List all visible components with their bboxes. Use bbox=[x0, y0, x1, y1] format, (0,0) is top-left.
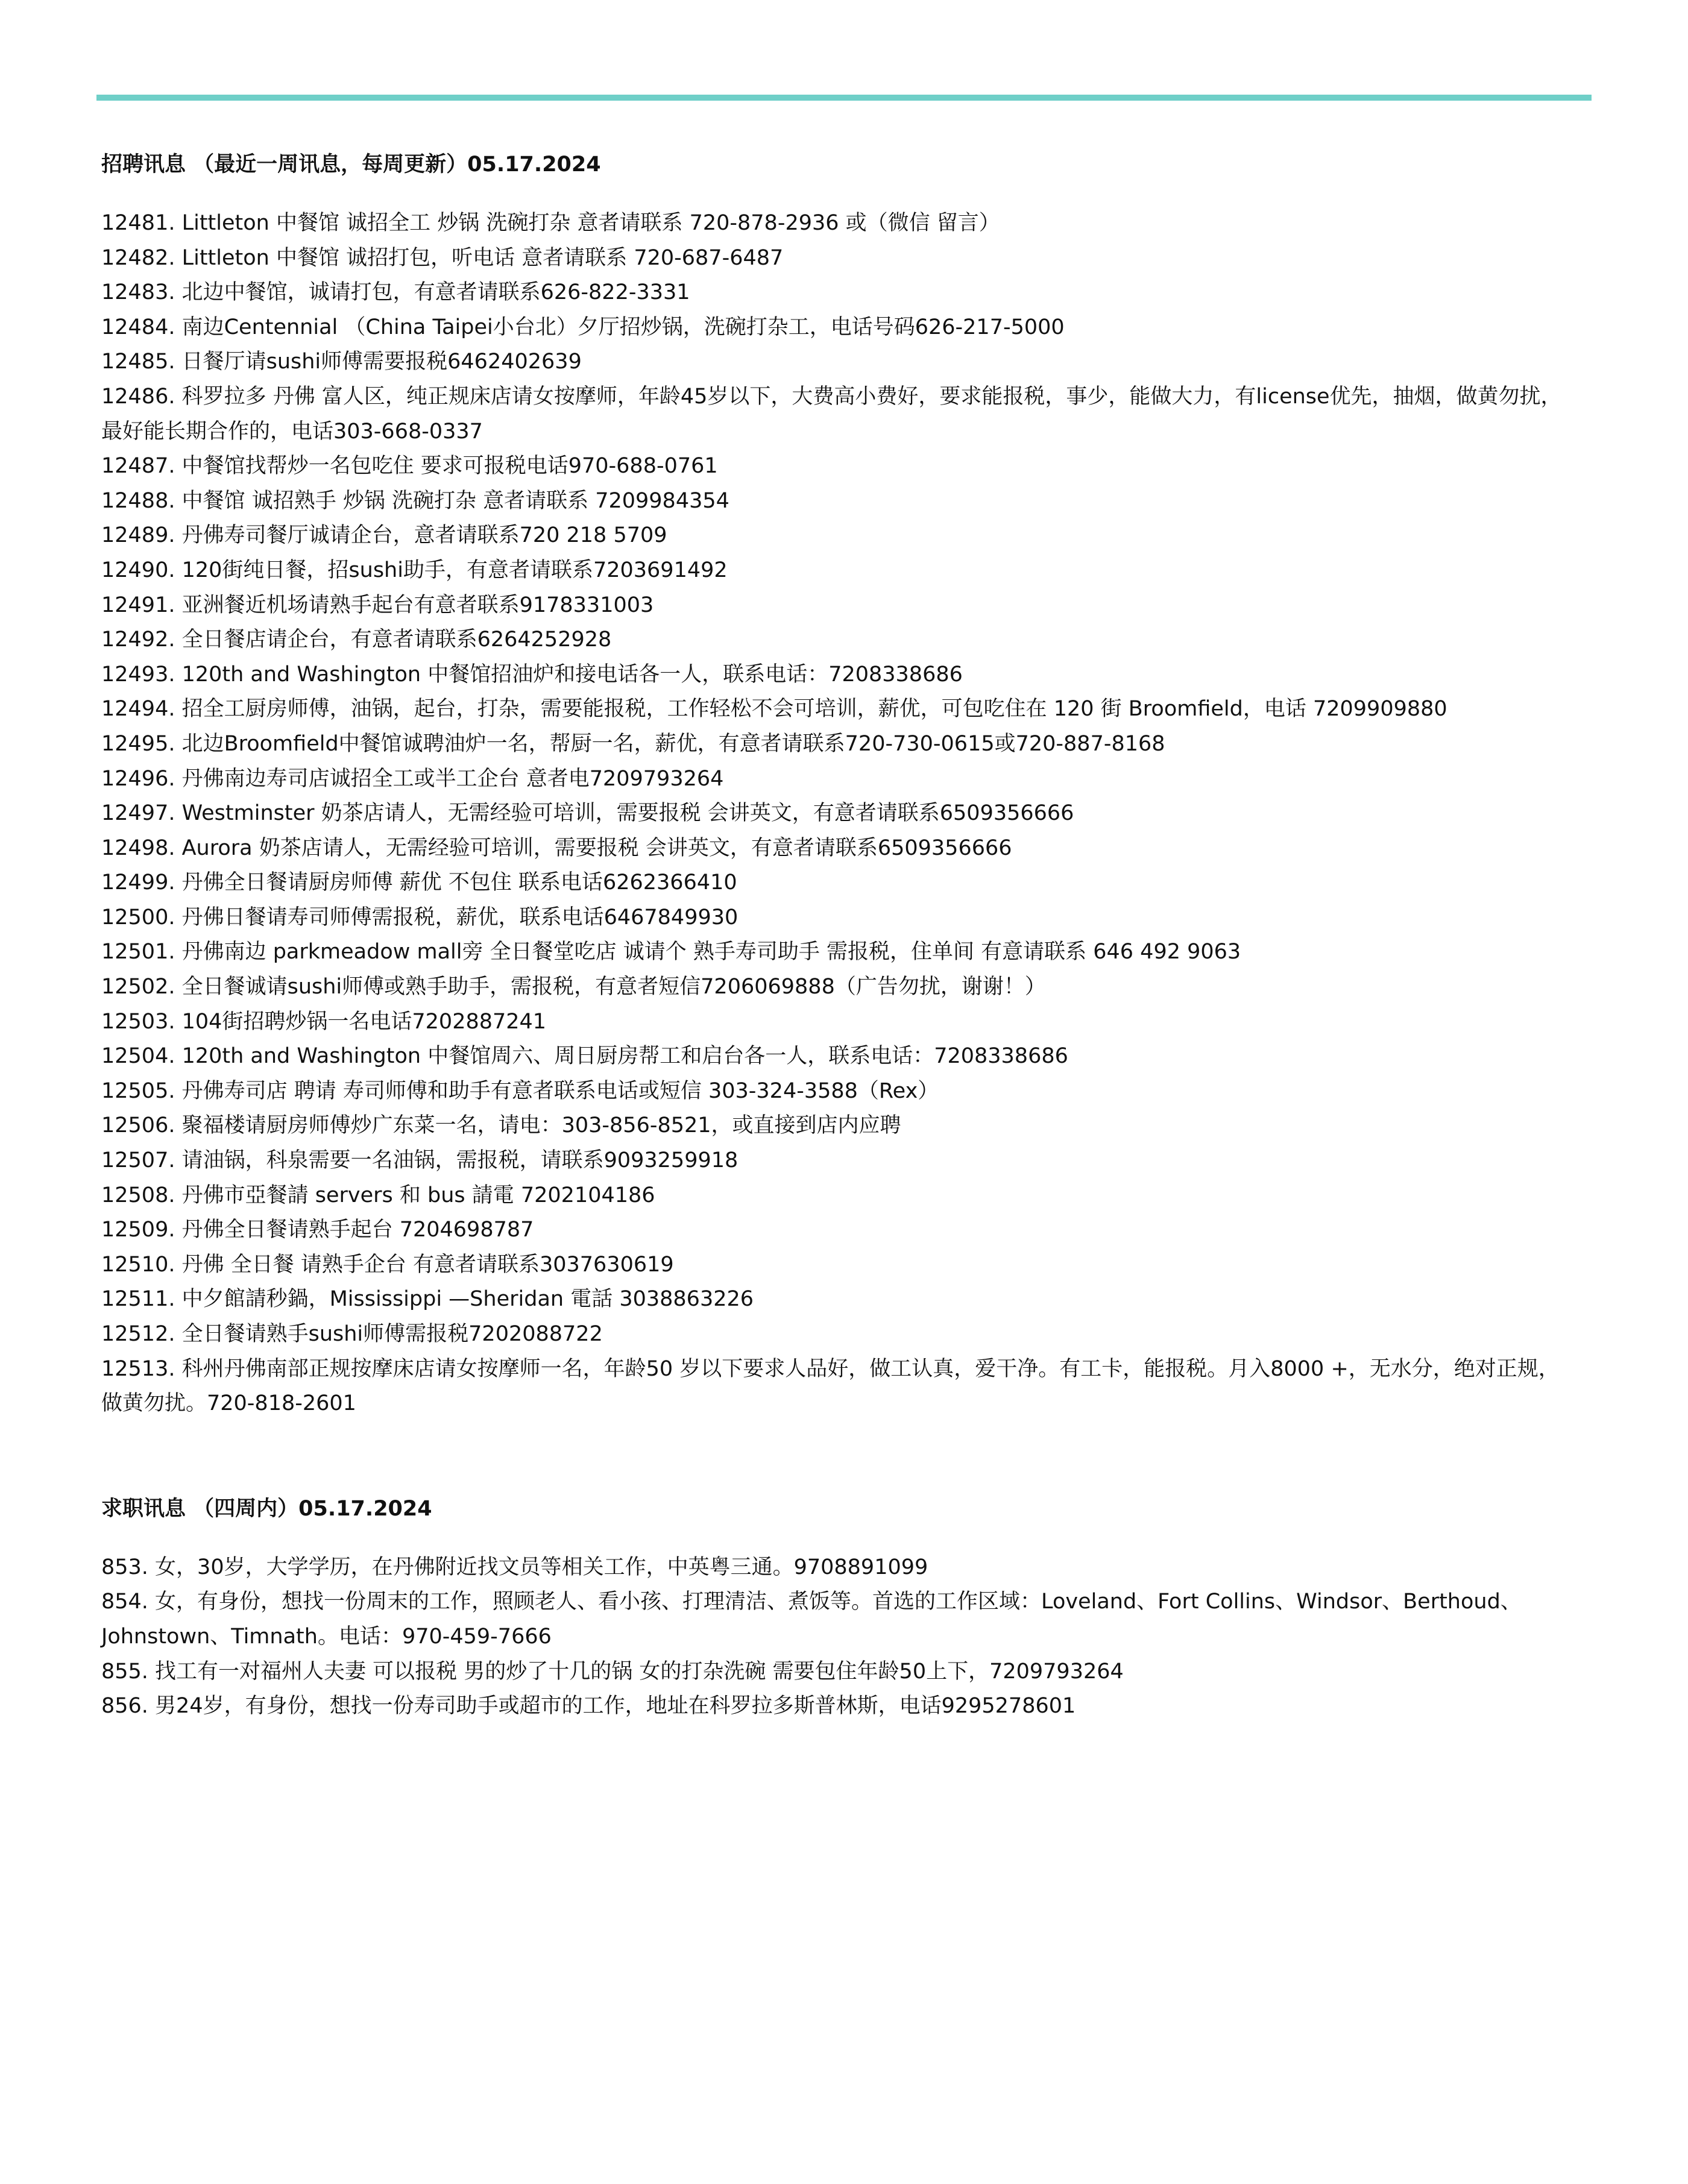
recruitment-entry: 12493. 120th and Washington 中餐馆招油炉和接电话各一人，联系电话：7208338686 bbox=[101, 662, 963, 687]
recruitment-entry: 12502. 全日餐诚请sushi师傅或熟手助手，需报税，有意者短信7206069888（广告勿扰，谢谢！） bbox=[101, 975, 1046, 999]
recruitment-entry: 12489. 丹佛寿司餐厅诚请企台，意者请联系720 218 5709 bbox=[101, 523, 667, 548]
recruitment-entry: 12507. 请油锅，科泉需要一名油锅，需报税，请联系9093259918 bbox=[101, 1148, 738, 1173]
job-seeking-list bbox=[101, 1550, 1566, 1724]
job-seeking-entry: 853. 女，30岁，大学学历，在丹佛附近找文员等相关工作，中英粤三通。9708891099 bbox=[101, 1555, 928, 1579]
recruitment-entry: 12508. 丹佛市亞餐請 servers 和 bus 請電 7202104186 bbox=[101, 1183, 655, 1207]
recruitment-entry: 12483. 北边中餐馆，诚请打包，有意者请联系626-822-3331 bbox=[101, 280, 690, 305]
job-seeking-entry: 856. 男24岁，有身份，想找一份寿司助手或超市的工作，地址在科罗拉多斯普林斯，电话9295278601 bbox=[101, 1694, 1076, 1719]
recruitment-entry: 12492. 全日餐店请企台，有意者请联系6264252928 bbox=[101, 628, 612, 652]
recruitment-entry: 12494. 招全工厨房师傅，油锅，起台，打杂，需要能报税，工作轻松不会可培训，薪优，可包吃住在 120 街 Broomfield，电话 7209909880 bbox=[101, 697, 1447, 722]
recruitment-entry: 12491. 亚洲餐近机场请熟手起台有意者联系9178331003 bbox=[101, 593, 654, 617]
recruitment-entry: 12496. 丹佛南边寿司店诚招全工或半工企台 意者电7209793264 bbox=[101, 766, 724, 791]
recruitment-entry: 12482. Littleton 中餐馆 诚招打包，听电话 意者请联系 720-687-6487 bbox=[101, 245, 784, 270]
recruitment-entry: 12485. 日餐厅请sushi师傅需要报税6462402639 bbox=[101, 350, 582, 374]
recruitment-entry: 12490. 120街纯日餐，招sushi助手，有意者请联系7203691492 bbox=[101, 558, 728, 582]
recruitment-entry: 12512. 全日餐请熟手sushi师傅需报税7202088722 bbox=[101, 1322, 603, 1346]
job-seeking-entry: 854. 女，有身份，想找一份周末的工作，照顾老人、看小孩、打理清洁、煮饭等。首选的工作区域：Loveland、Fort Collins、Windsor、Berthoud、Johnstown、Timnath。电话：970-459-7666 bbox=[101, 1590, 1522, 1649]
recruitment-entry: 12495. 北边Broomfield中餐馆诚聘油炉一名，帮厨一名，薪优，有意者请联系720-730-0615或720-887-8168 bbox=[101, 731, 1165, 756]
recruitment-entry: 12513. 科州丹佛南部正规按摩床店请女按摩师一名，年龄50 岁以下要求人品好，做工认真，爱干净。有工卡，能报税。月入8000 +，无水分，绝对正规，做黄勿扰。720-818-2601 bbox=[101, 1356, 1560, 1416]
recruitment-entry: 12497. Westminster 奶茶店请人，无需经验可培训，需要报税 会讲英文，有意者请联系6509356666 bbox=[101, 801, 1074, 826]
recruitment-entry: 12500. 丹佛日餐请寿司师傅需报税，薪优，联系电话6467849930 bbox=[101, 905, 738, 930]
recruitment-entry: 12506. 聚福楼请厨房师傅炒广东菜一名，请电：303-856-8521，或直接到店内应聘 bbox=[101, 1113, 901, 1138]
recruitment-entry: 12509. 丹佛全日餐请熟手起台 7204698787 bbox=[101, 1218, 534, 1242]
top-divider-rule bbox=[96, 95, 1592, 101]
listings-content bbox=[101, 149, 1566, 1724]
recruitment-heading: 招聘讯息 （最近一周讯息，每周更新）05.17.2024 bbox=[101, 153, 601, 177]
job-seeking-entry: 855. 找工有一对福州人夫妻 可以报税 男的炒了十几的锅 女的打杂洗碗 需要包住年龄50上下，7209793264 bbox=[101, 1659, 1124, 1684]
section-gap bbox=[101, 1421, 1566, 1494]
recruitment-entry: 12498. Aurora 奶茶店请人，无需经验可培训，需要报税 会讲英文，有意者请联系6509356666 bbox=[101, 836, 1012, 860]
recruitment-entry: 12487. 中餐馆找帮炒一名包吃住 要求可报税电话970-688-0761 bbox=[101, 454, 718, 479]
job-seeking-heading: 求职讯息 （四周内）05.17.2024 bbox=[101, 1496, 432, 1521]
recruitment-entry: 12501. 丹佛南边 parkmeadow mall旁 全日餐堂吃店 诚请个 熟手寿司助手 需报税，住单间 有意请联系 646 492 9063 bbox=[101, 940, 1241, 965]
recruitment-entry: 12510. 丹佛 全日餐 请熟手企台 有意者请联系3037630619 bbox=[101, 1252, 674, 1277]
recruitment-entry: 12504. 120th and Washington 中餐馆周六、周日厨房帮工和启台各一人，联系电话：7208338686 bbox=[101, 1044, 1068, 1069]
recruitment-entry: 12484. 南边Centennial （China Taipei小台北）夕厅招炒锅，洗碗打杂工，电话号码626-217-5000 bbox=[101, 315, 1065, 339]
recruitment-entry: 12511. 中夕館請秒鍋，Mississippi —Sheridan 電話 3038863226 bbox=[101, 1287, 754, 1312]
recruitment-list bbox=[101, 206, 1566, 1421]
recruitment-entry: 12503. 104街招聘炒锅一名电话7202887241 bbox=[101, 1009, 547, 1034]
recruitment-entry: 12488. 中餐馆 诚招熟手 炒锅 洗碗打杂 意者请联系 7209984354 bbox=[101, 488, 729, 513]
recruitment-entry: 12505. 丹佛寿司店 聘请 寿司师傅和助手有意者联系电话或短信 303-324-3588（Rex） bbox=[101, 1078, 939, 1103]
recruitment-entry: 12486. 科罗拉多 丹佛 富人区，纯正规床店请女按摩师，年龄45岁以下，大费高小费好，要求能报税，事少，能做大力，有license优先，抽烟，做黄勿扰，最好能长期合作的，电话303-668-0337 bbox=[101, 384, 1562, 444]
recruitment-entry: 12499. 丹佛全日餐请厨房师傅 薪优 不包住 联系电话6262366410 bbox=[101, 870, 737, 895]
recruitment-entry: 12481. Littleton 中餐馆 诚招全工 炒锅 洗碗打杂 意者请联系 720-878-2936 或（微信 留言） bbox=[101, 211, 1000, 235]
